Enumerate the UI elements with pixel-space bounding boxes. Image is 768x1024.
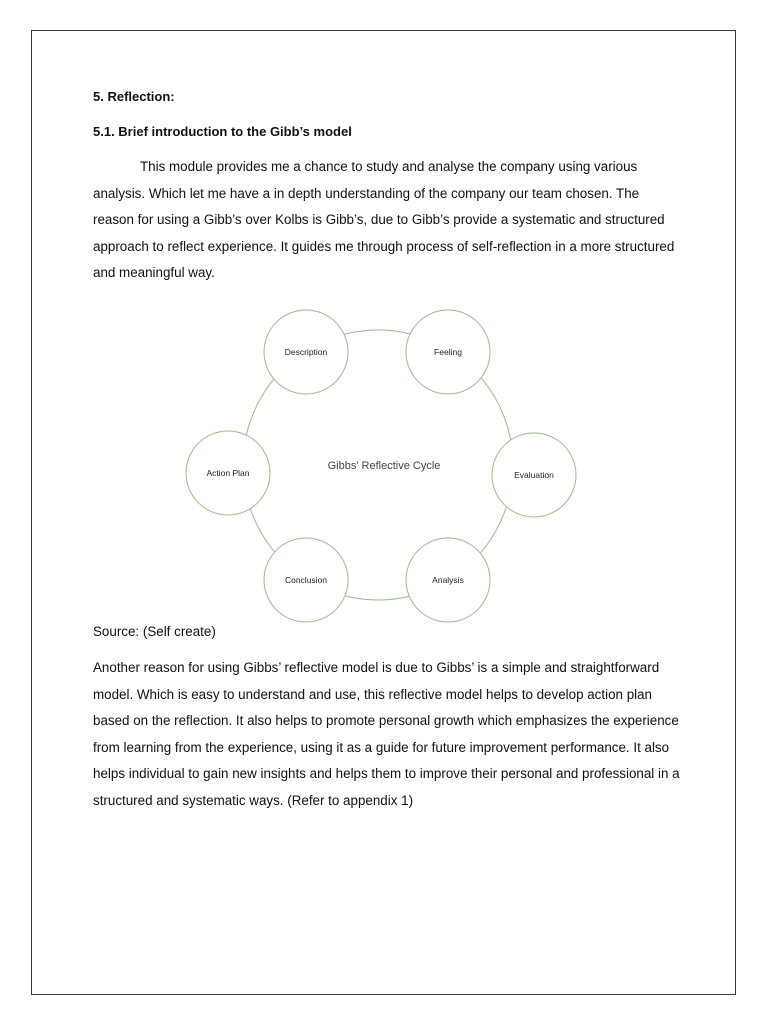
node-evaluation-label: Evaluation xyxy=(514,470,554,480)
node-analysis-label: Analysis xyxy=(432,575,464,585)
source-caption: Source: (Self create) xyxy=(93,624,216,639)
node-conclusion-label: Conclusion xyxy=(284,575,328,585)
subsection-heading: 5.1. Brief introduction to the Gibb’s model xyxy=(93,124,352,139)
diagram-center-label: Gibbs' Reflective Cycle xyxy=(327,460,441,472)
node-feeling-label: Feeling xyxy=(434,347,462,357)
intro-paragraph: This module provides me a chance to study and analyse the company using various analysis. Which let me have a in depth understanding of the company our team chosen. The reason for using a Gibb’s over Kolbs is Gibb’s, due to Gibb’s provide a systematic and structured approach to reflect experience. It guides me through process of self-reflection in a more structured and meaningful way. xyxy=(93,159,675,281)
node-conclusion xyxy=(264,538,348,622)
node-description xyxy=(264,310,348,394)
node-feeling xyxy=(406,310,490,394)
section-heading: 5. Reflection: xyxy=(93,89,175,104)
node-action-plan xyxy=(186,431,270,515)
node-evaluation xyxy=(492,433,576,517)
node-analysis xyxy=(406,538,490,622)
second-paragraph: Another reason for using Gibbs’ reflective model is due to Gibbs’ is a simple and straightforward model. Which is easy to understand and use, this reflective model helps to develop action plan based on the reflection. It also helps to promote personal growth which emphasizes the experience from learning from the experience, using it as a guide for future improvement performance. It also helps individual to gain new insights and helps them to improve their personal and professional in a structured and systematic ways. (Refer to appendix 1) xyxy=(93,660,680,808)
node-action-plan-label: Action Plan xyxy=(206,468,250,478)
node-description-label: Description xyxy=(284,347,328,357)
